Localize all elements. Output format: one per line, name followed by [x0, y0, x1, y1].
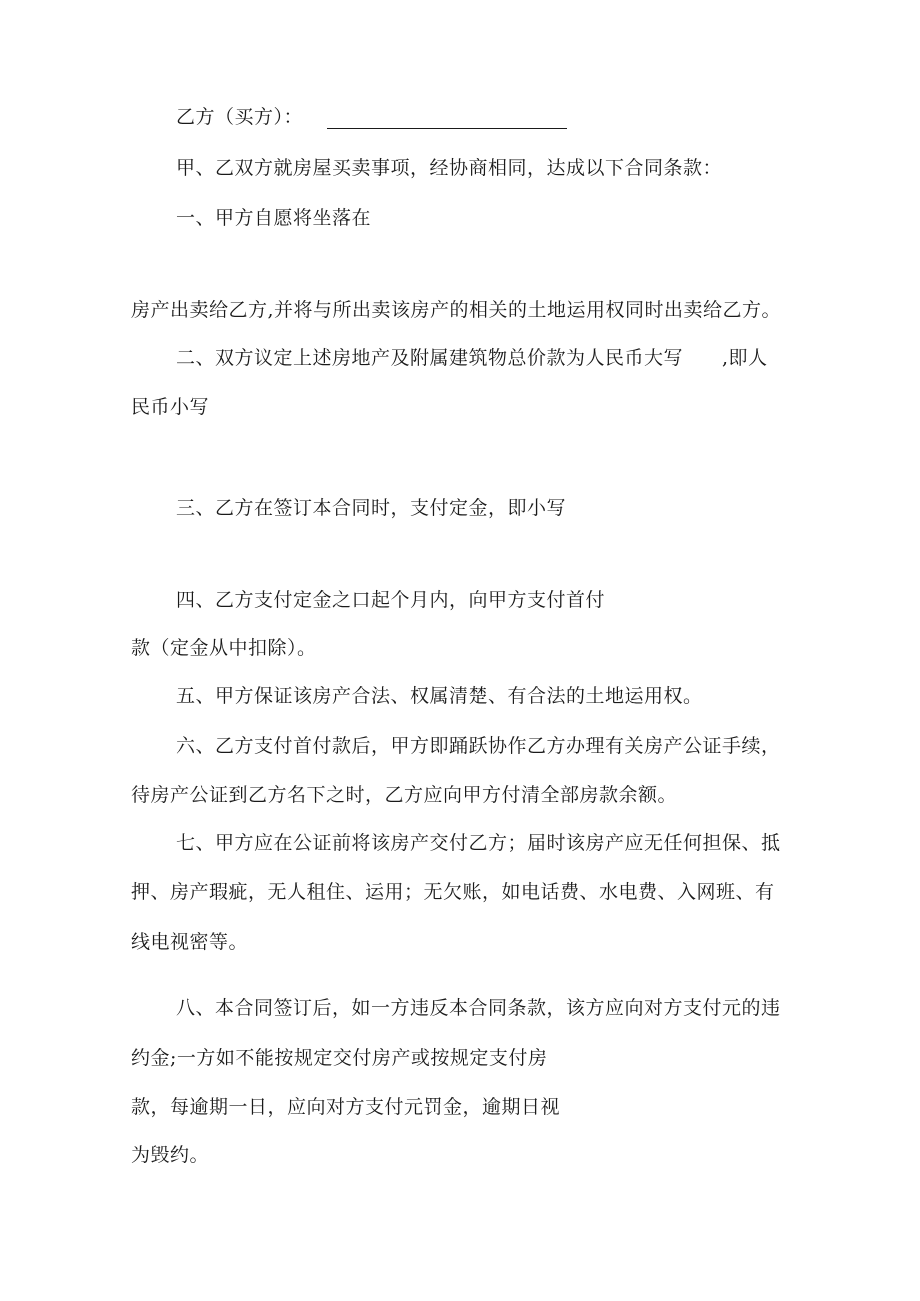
buyer-blank	[327, 127, 567, 129]
clause-6-line-2: 待房产公证到乙方名下之时，乙方应向甲方付清全部房款余额。	[131, 784, 678, 806]
intro-line: 甲、乙双方就房屋买卖事项，经协商相同，达成以下合同条款：	[176, 157, 723, 179]
clause-5-line: 五、甲方保证该房产合法、权属清楚、有合法的土地运用权。	[176, 685, 703, 707]
clause-2-line-1: 二、双方议定上述房地产及附属建筑物总价款为人民币大写 ,即人	[176, 347, 768, 369]
clause-7-line-1: 七、甲方应在公证前将该房产交付乙方；届时该房产应无任何担保、抵	[176, 832, 781, 854]
clause-4-line-1: 四、乙方支付定金之口起个月内，向甲方支付首付	[176, 589, 606, 611]
buyer-line	[176, 105, 567, 129]
clause-1-line-2: 房产出卖给乙方,并将与所出卖该房产的相关的土地运用权同时出卖给乙方。	[131, 299, 782, 321]
clause-8-line-1: 八、本合同签订后，如一方违反本合同条款，该方应向对方支付元的违	[176, 997, 781, 1019]
clause-6-line-1: 六、乙方支付首付款后，甲方即踊跃协作乙方办理有关房产公证手续，	[176, 735, 781, 757]
clause-8-line-4: 为毁约。	[131, 1144, 210, 1166]
clause-3-line: 三、乙方在签订本合同时，支付定金，即小写	[176, 497, 567, 519]
clause-7-line-3: 线电视密等。	[131, 931, 249, 953]
clause-1-line-1: 一、甲方自愿将坐落在	[176, 207, 372, 229]
buyer-label: 乙方（买方）：	[176, 106, 304, 128]
clause-8-line-2: 约金;一方如不能按规定交付房产或按规定支付房	[131, 1047, 548, 1069]
clause-4-line-2: 款（定金从中扣除）。	[131, 637, 317, 659]
clause-2-line-2: 民币小写	[131, 396, 210, 418]
clause-8-line-3: 款，每逾期一日，应向对方支付元罚金，逾期日视	[131, 1096, 561, 1118]
clause-7-line-2: 押、房产瑕疵，无人租住、运用；无欠账，如电话费、水电费、入网班、有	[131, 881, 775, 903]
